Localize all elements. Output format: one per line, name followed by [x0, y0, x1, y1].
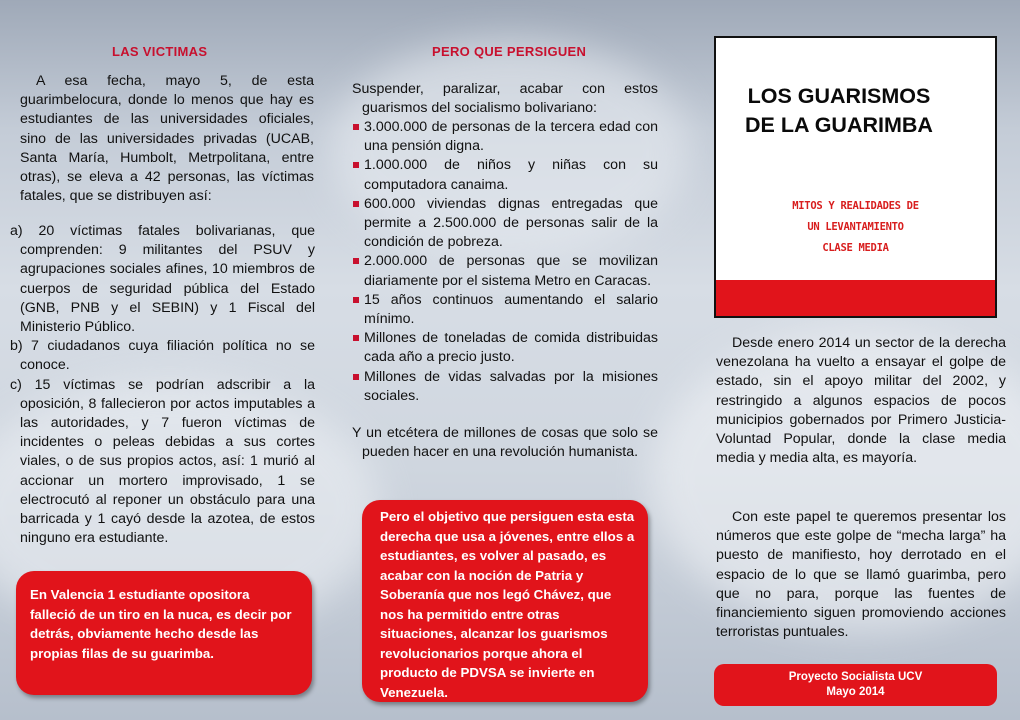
pursue-heading: PERO QUE PERSIGUEN — [432, 44, 587, 59]
footer-org: Proyecto Socialista UCV — [788, 671, 923, 683]
achievement-item: 1.000.000 de niños y niñas con su computadora canaima. — [352, 156, 658, 194]
purpose-paragraph: Con este papel te queremos presentar los números que este golpe de “mecha larga” ha puesto de manifiesto, hoy derrotado en el espacio de lo que se llamó guarimba, pero que no para, porque las fuentes de financiemiento siguen promoviendo acciones terroristas puntuales. — [716, 509, 1006, 641]
victims-intro: A esa fecha, mayo 5, de esta guarimbelocura, donde lo menos que hay es estudiantes de las universidades oficiales, sino de las universidades privadas (UCAB, Santa María, Humbolt, Metrpolitana, entre otras), se eleva a 42 personas, las víctimas fatales, que se distribuyen así: — [20, 73, 314, 205]
achievements-list — [352, 118, 658, 406]
footer-date: Mayo 2014 — [826, 686, 885, 698]
achievement-item: Millones de toneladas de comida distribuidas cada año a precio justo. — [352, 329, 658, 367]
victims-item: a) 20 víctimas fatales bolivarianas, que comprenden: 9 militantes del PSUV y agrupaciones sociales afines, 10 miembros de cuerpos de seguridad pública del Estado (GNB, PNB y el SEBIN) y 1 Fiscal del Ministerio Público. — [10, 223, 315, 336]
cover-panel — [714, 36, 997, 318]
cover-subtitle-line: UN LEVANTAMIENTO — [807, 221, 904, 233]
victims-heading: LAS VICTIMAS — [112, 44, 208, 59]
valencia-callout — [16, 571, 312, 695]
cover-title: LOS GUARISMOS DE LA GUARIMBA — [745, 84, 933, 137]
objective-callout-text: Pero el objetivo que persiguen esta esta derecha que usa a jóvenes, entre ellos a estudiantes, es volver al pasado, es acabar con la noción de Patria y Soberanía que nos legó Chávez, que nos ha permitido entre otras situaciones, alcanzar los guarismos revolucionarios porque ahora el producto de PDVSA se invierte en Venezuela. — [380, 509, 635, 700]
victims-list — [10, 222, 315, 548]
valencia-callout-text: En Valencia 1 estudiante opositora falleció de un tiro en la nuca, es decir por detrás, obviamente hecho desde las propias filas de su guarimba. — [30, 587, 292, 661]
achievement-item: Millones de vidas salvadas por la misiones sociales. — [352, 368, 658, 406]
footer-badge — [714, 664, 997, 706]
intro-paragraph: Desde enero 2014 un sector de la derecha venezolana ha vuelto a ensayar el golpe de estado, sin el apoyo militar del 2002, y restringido a algunos espacios de pocos municipios gobernados por Primero Justicia-Voluntad Popular, donde la clase media media y media alta, es mayoría. — [716, 335, 1006, 467]
achievement-item: 600.000 viviendas dignas entregadas que permite a 2.500.000 de personas salir de la condición de pobreza. — [352, 195, 658, 253]
pursue-closing: Y un etcétera de millones de cosas que solo se pueden hacer en una revolución humanista. — [352, 425, 658, 461]
victims-item: c) 15 víctimas se podrían adscribir a la oposición, 8 fallecieron por actos imputables a las autoridades, y 7 fueron víctimas de incidentes o peleas debidas a sus cortes viales, o de sus propios actos, así: 1 murió al accionar un mortero improvisado, 1 se electrocutó al reponer un obstáculo para una barricada y 1 cayó desde la azotea, de estos ninguno era estudiante. — [10, 376, 315, 547]
pursue-intro: Suspender, paralizar, acabar con estos guarismos del socialismo bolivariano: — [352, 81, 658, 117]
achievement-item: 3.000.000 de personas de la tercera edad con una pensión digna. — [352, 118, 658, 156]
achievement-item: 2.000.000 de personas que se movilizan diariamente por el sistema Metro en Caracas. — [352, 252, 658, 290]
victims-item: b) 7 ciudadanos cuya filiación política no se conoce. — [10, 338, 315, 374]
objective-callout — [362, 500, 648, 702]
achievement-item: 15 años continuos aumentando el salario mínimo. — [352, 291, 658, 329]
cover-subtitle — [716, 196, 995, 259]
cover-subtitle-line: MITOS Y REALIDADES DE — [792, 200, 919, 212]
cover-subtitle-line: CLASE MEDIA — [822, 242, 889, 254]
cover-red-band — [716, 280, 995, 316]
